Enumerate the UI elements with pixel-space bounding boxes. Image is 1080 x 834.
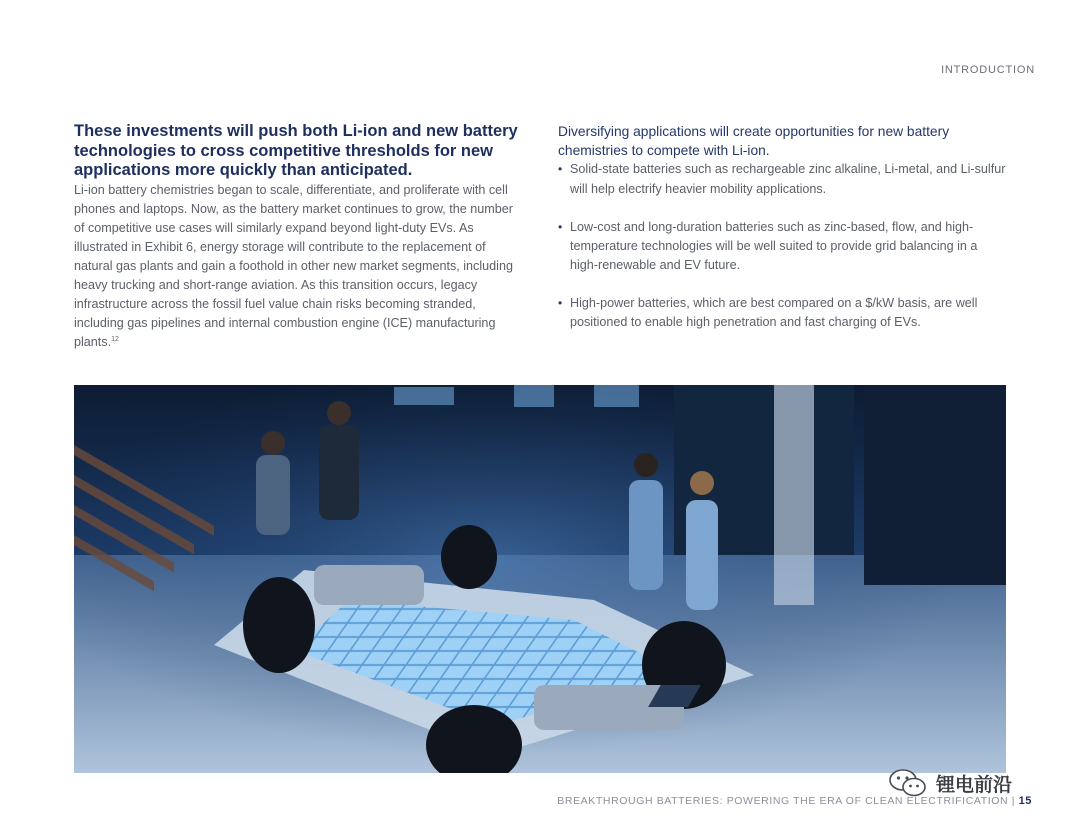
bullet-text: Solid-state batteries such as rechargeable zinc alkaline, Li-metal, and Li-sulfur will help electrify heavier mobility applications. [570, 162, 1006, 196]
footnote-ref[interactable]: 12 [111, 336, 119, 344]
bullet-text: Low-cost and long-duration batteries such as zinc-based, flow, and high-temperature technologies will be well suited to provide grid balancing in a high-renewable and EV future. [570, 219, 978, 272]
lab-ev-chassis-illustration [74, 385, 1006, 773]
hero-photo [74, 385, 1006, 773]
watermark-text: 锂电前沿 [936, 773, 1013, 796]
bullet-list [558, 160, 1008, 332]
right-column [558, 122, 1008, 351]
left-heading: These investments will push both Li-ion and new battery technologies to cross competitive thresholds for new applications more quickly than anticipated. [74, 122, 518, 179]
bullet-dot-icon: • [558, 162, 563, 177]
report-title: BREAKTHROUGH BATTERIES: POWERING THE ERA OF CLEAN ELECTRIFICATION [557, 795, 1009, 807]
bullet-dot-icon: • [558, 219, 563, 234]
left-body-text: Li-ion battery chemistries began to scale, differentiate, and proliferate with cell phones and laptops. Now, as the battery market continues to grow, the number of competitive use cases will similarly expand beyond light-duty EVs. As illustrated in Exhibit 6, energy storage will contribute to the replacement of natural gas plants and gain a foothold in other new market segments, including heavy trucking and short-range aviation. As this transition occurs, legacy infrastructure across the fossil fuel value chain risks becoming stranded, including gas pipelines and internal combustion engine (ICE) manufacturing plants. [74, 182, 513, 350]
bullet-dot-icon: • [558, 295, 563, 310]
watermark [888, 766, 1058, 800]
left-column [74, 122, 526, 352]
wall-screens [394, 385, 639, 407]
bullet-item [558, 218, 1008, 275]
bullet-item [558, 160, 1008, 198]
right-heading: Diversifying applications will create opportunities for new battery chemistries to compete with Li-ion. [558, 124, 950, 159]
footer-separator: | [1008, 795, 1019, 807]
section-label: INTRODUCTION [941, 64, 1035, 76]
page-number: 15 [1018, 795, 1032, 807]
left-body [74, 181, 526, 353]
bullet-text: High-power batteries, which are best compared on a $/kW basis, are well positioned to enable high penetration and fast charging of EVs. [570, 295, 978, 329]
wechat-icon [888, 767, 928, 799]
bullet-item [558, 294, 1008, 332]
